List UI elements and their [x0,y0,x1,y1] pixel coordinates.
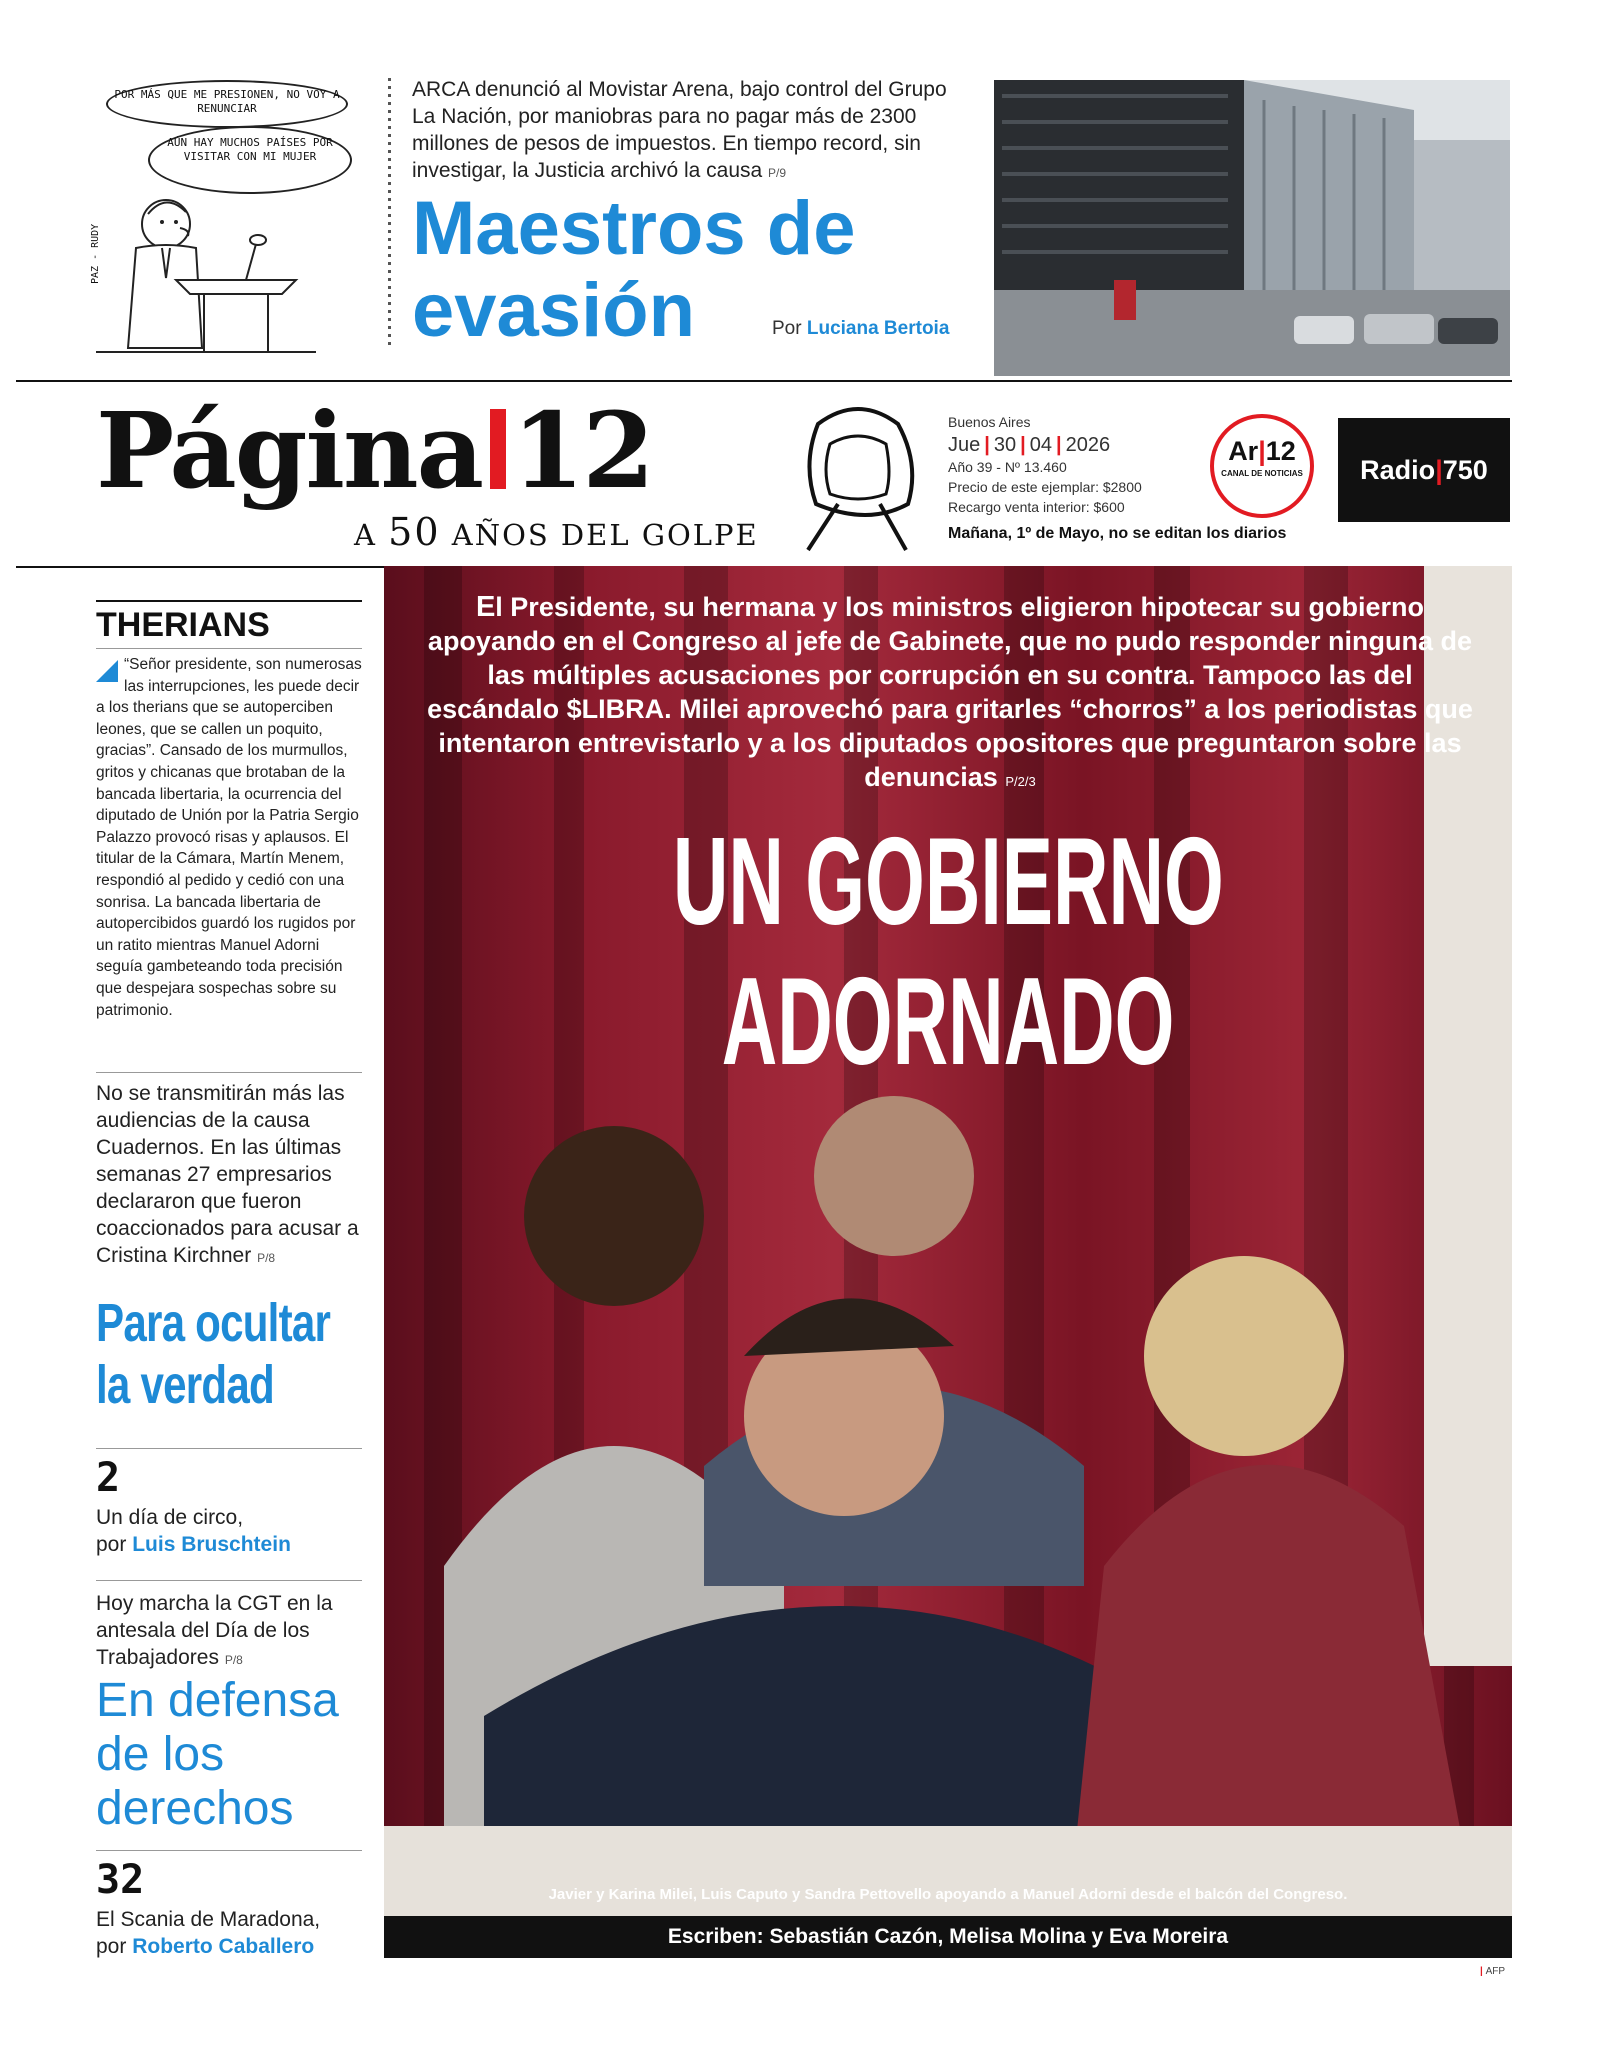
left-rule-2 [96,648,362,649]
scania-teaser[interactable] [96,1906,362,1960]
photo-caption: Javier y Karina Milei, Luis Caputo y Sandra Pettovello apoyando a Manuel Adorni desde el balcón del Congreso. [548,1886,1348,1903]
byline-author: Luciana Bertoia [806,318,950,339]
cuadernos-deck [96,1080,362,1272]
logo-red-bar [490,409,506,489]
edition-day: Jue [948,434,981,456]
circo-author: Luis Bruschtein [132,1533,291,1556]
top-story-headline[interactable]: Maestros de evasión [412,186,856,353]
top-story-deck [412,76,972,187]
main-headline[interactable] [384,812,1512,1092]
masthead-subtitle [354,510,759,554]
main-story-deck [420,590,1480,799]
edition-date-month: 04 [1029,434,1052,456]
left-rule-6 [96,1850,362,1851]
therians-text: “Señor presidente, son numerosas las interrupciones, les puede decir a los therians que se autoperciben leones, que se callen un poquito, gracias”. Cansado de los murmullos, gritos y chicanas que brotaban de la bancada libertaria, la ocurrencia del diputado de Unión por la Patria Sergio Palazzo provocó risas y aplausos. El titular de la Cámara, Martín Menem, respondió al pedido y cedió con una sonrisa. La bancada libertaria de autopercibidos guardó los rugidos por un ratito mientras Manuel Adorni seguía gambeteando toda precisión que despejara sospechas sobre su patrimonio. [96,656,362,1019]
cgt-headline[interactable]: En defensa de los derechos [96,1674,339,1835]
therians-body [96,654,362,1021]
circo-by: por [96,1533,127,1556]
edition-city: Buenos Aires [948,414,1031,430]
edition-date-year: 2026 [1065,434,1111,456]
byline-prefix: Por [772,318,802,339]
photo-credit-text: AFP [1485,1966,1506,1977]
ar12-caption: CANAL DE NOTICIAS [1221,469,1303,478]
main-deck-text: l Presidente, su hermana y los ministros eligieron hipotecar su gobierno apoyando en el Congreso al jefe de Gabinete, que no pudo responder ninguna de las múltiples acusaciones por corrupción en su contra. Tampoco las del escándalo $LIBRA. Milei aprovechó para gritarles “chorros” a los periodistas que intentaron entrevistarlo y a los diputados opositores que preguntaron sobre las denuncias [427,592,1473,792]
edition-date-day: 30 [993,434,1017,456]
edition-note: Mañana, 1º de Mayo, no se editan los diarios [948,525,1287,542]
photo-credit: | AFP [1480,1966,1506,1977]
subtitle-number: 50 [388,510,441,554]
deck-initial: E [475,591,496,623]
top-story-page-ref: P/9 [768,166,787,180]
main-headline-line2: ADORNADO [721,953,1175,1091]
left-rule-3 [96,1072,362,1073]
edition-price: Precio de este ejemplar: $2800 [948,479,1142,495]
radio-left: Radio [1360,455,1436,485]
left-rule-5 [96,1580,362,1581]
ar12-logo[interactable]: Ar|12 CANAL DE NOTICIAS [1210,414,1314,518]
cartoon-bubble-1: POR MÁS QUE ME PRESIONEN, NO VOY A RENUNCIAR [106,80,348,128]
cartoon-signature: PAZ - RUDY [90,223,101,284]
top-story-byline [772,318,949,340]
therians-title[interactable]: THERIANS [96,606,270,644]
ar12-right: 12 [1265,436,1296,466]
scania-page-number: 32 [96,1857,145,1903]
edition-date: Jue | 30 | 04 | 2026 [948,434,1111,456]
editorial-cartoon [90,74,368,356]
writers-bar: Escriben: Sebastián Cazón, Melisa Molina y Eva Moreira [384,1916,1512,1958]
main-page-ref: P/2/3 [1005,774,1036,789]
logo-text-left: Página [96,389,483,512]
cuadernos-text: No se transmitirán más las audiencias de la causa Cuadernos. En las últimas semanas 27 empresarios declararon que fueron coaccionados para acusar a Cristina Kirchner [96,1082,359,1267]
radio-right: 750 [1442,455,1488,485]
cgt-deck [96,1590,362,1674]
edition-surcharge: Recargo venta interior: $600 [948,499,1125,515]
cuadernos-headline[interactable]: Para ocultar la verdad [96,1293,331,1415]
main-headline-line1: UN GOBIERNO [672,813,1224,951]
scania-text: El Scania de Maradona, [96,1908,321,1931]
top-divider [16,380,1512,382]
quote-triangle-icon [96,660,118,682]
cartoon-bubble-2: AÚN HAY MUCHOS PAÍSES POR VISITAR CON MI MUJER [148,126,352,194]
edition-issue: Año 39 - Nº 13.460 [948,459,1067,475]
subtitle-prefix: A [354,518,377,552]
cartoon-drawing [96,184,368,356]
circo-teaser[interactable] [96,1504,362,1558]
scania-author: Roberto Caballero [132,1935,315,1958]
top-story-deck-text: ARCA denunció al Movistar Arena, bajo control del Grupo La Nación, por maniobras para no pagar más de 2300 millones de pesos de impuestos. En tiempo record, sin investigar, la Justicia archivó la causa [412,78,947,182]
scania-by: por [96,1935,127,1958]
left-rule-1 [96,600,362,602]
column-divider-dots [388,78,391,350]
logo-text-right: 12 [512,389,653,512]
ar12-left: Ar [1228,436,1259,466]
white-scarf-icon [778,404,938,558]
subtitle-rest: AÑOS DEL GOLPE [451,518,759,552]
cgt-page-ref: P/8 [224,1653,243,1667]
circo-text: Un día de circo, [96,1506,244,1529]
radio750-logo[interactable]: Radio|750 [1338,418,1510,522]
movistar-arena-photo [994,80,1510,376]
cuadernos-page-ref: P/8 [257,1251,276,1265]
circo-page-number: 2 [96,1455,121,1501]
cgt-text: Hoy marcha la CGT en la antesala del Día de los Trabajadores [96,1592,333,1669]
paper-logo[interactable] [96,389,653,512]
left-rule-4 [96,1448,362,1449]
